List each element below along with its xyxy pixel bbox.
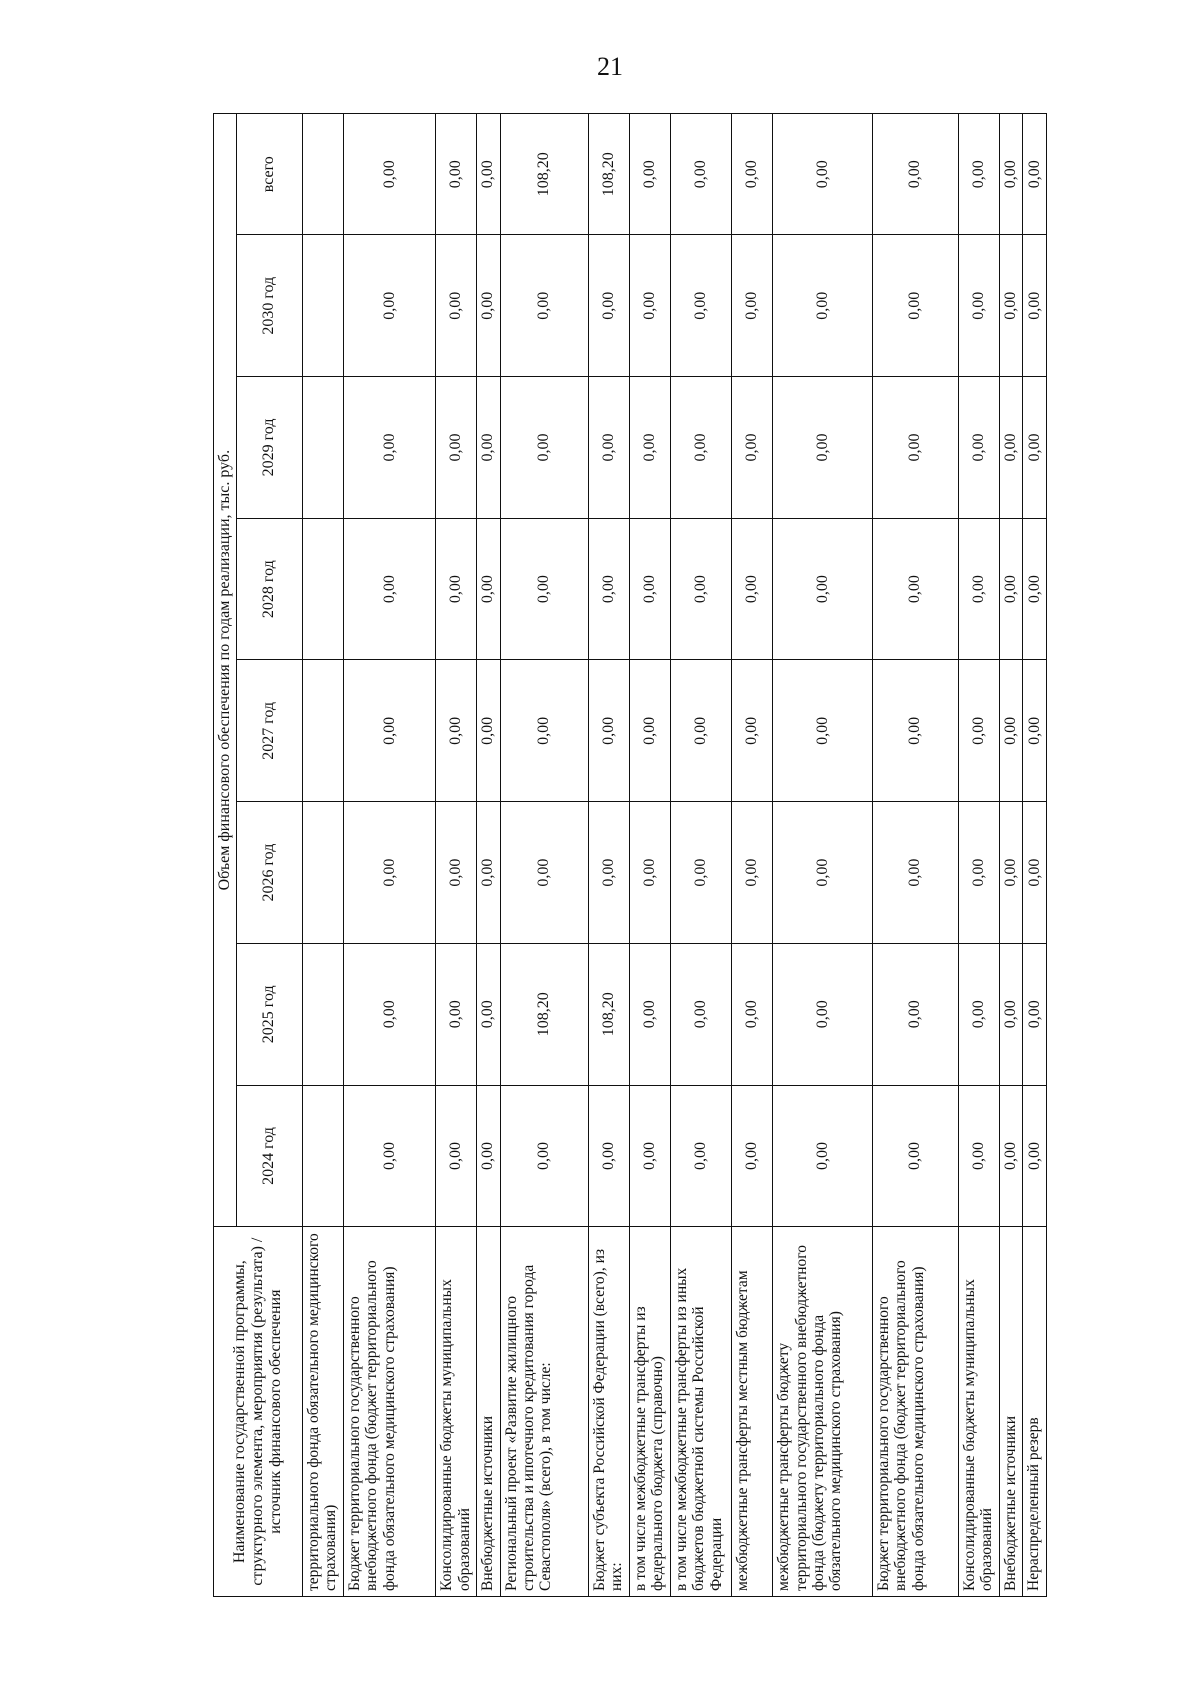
- cell-year-value: 0,00: [1023, 518, 1047, 660]
- cell-year-value: 0,00: [629, 943, 670, 1085]
- cell-year-value: 108,20: [500, 943, 588, 1085]
- cell-year-value: 0,00: [958, 802, 999, 944]
- cell-year-value: 0,00: [958, 660, 999, 802]
- cell-year-value: 0,00: [629, 660, 670, 802]
- cell-year-value: 0,00: [732, 943, 773, 1085]
- row-source-name: территориального фонда обязательного медицинского страхования): [302, 1227, 343, 1597]
- cell-year-value: 0,00: [773, 235, 872, 377]
- row-source-name: Внебюджетные источники: [999, 1227, 1022, 1597]
- cell-year-value: 0,00: [773, 943, 872, 1085]
- row-source-name: Нераспределенный резерв: [1023, 1227, 1047, 1597]
- cell-year-value: 0,00: [588, 1085, 629, 1227]
- cell-year-value: 0,00: [773, 1085, 872, 1227]
- cell-year-value: 0,00: [958, 1085, 999, 1227]
- cell-year-value: 0,00: [1023, 377, 1047, 519]
- financing-table: [213, 113, 1047, 1597]
- cell-year-value: 0,00: [958, 943, 999, 1085]
- row-source-name: межбюджетные трансферты местным бюджетам: [732, 1227, 773, 1597]
- cell-year-value: 0,00: [588, 660, 629, 802]
- cell-year-value: [302, 802, 343, 944]
- cell-year-value: 0,00: [343, 518, 435, 660]
- cell-year-value: [302, 235, 343, 377]
- cell-year-value: 0,00: [477, 802, 500, 944]
- cell-year-value: 0,00: [670, 235, 732, 377]
- cell-year-value: 0,00: [958, 518, 999, 660]
- cell-year-value: [302, 377, 343, 519]
- financing-table-rotated: [213, 113, 1047, 1597]
- cell-year-value: 0,00: [872, 377, 958, 519]
- cell-total: 0,00: [1023, 114, 1047, 235]
- cell-total: 0,00: [436, 114, 477, 235]
- table-row: [500, 114, 588, 1597]
- cell-year-value: 0,00: [343, 943, 435, 1085]
- cell-year-value: 0,00: [958, 235, 999, 377]
- cell-year-value: 0,00: [670, 802, 732, 944]
- cell-year-value: 0,00: [732, 235, 773, 377]
- cell-year-value: 0,00: [343, 377, 435, 519]
- cell-year-value: 0,00: [477, 1085, 500, 1227]
- cell-year-value: 0,00: [670, 377, 732, 519]
- header-year: 2027 год: [236, 660, 302, 802]
- cell-year-value: 0,00: [436, 518, 477, 660]
- cell-year-value: 0,00: [999, 802, 1022, 944]
- cell-total: [302, 114, 343, 235]
- cell-year-value: 0,00: [343, 660, 435, 802]
- cell-year-value: 0,00: [500, 235, 588, 377]
- row-source-name: Бюджет субъекта Российской Федерации (всего), из них:: [588, 1227, 629, 1597]
- cell-total: 0,00: [872, 114, 958, 235]
- cell-year-value: 0,00: [629, 518, 670, 660]
- cell-year-value: 0,00: [872, 802, 958, 944]
- header-year: 2030 год: [236, 235, 302, 377]
- cell-year-value: 0,00: [958, 377, 999, 519]
- cell-year-value: 0,00: [500, 802, 588, 944]
- cell-total: 0,00: [732, 114, 773, 235]
- row-source-name: Консолидированные бюджеты муниципальных образований: [436, 1227, 477, 1597]
- cell-total: 0,00: [343, 114, 435, 235]
- header-name-column: Наименование государственной программы, структурного элемента, мероприятия (результата) / источник финансового обеспечения: [214, 1227, 303, 1597]
- cell-year-value: 0,00: [477, 235, 500, 377]
- cell-total: 0,00: [773, 114, 872, 235]
- cell-year-value: 0,00: [773, 518, 872, 660]
- row-source-name: в том числе межбюджетные трансферты из иных бюджетов бюджетной системы Российской Федерации: [670, 1227, 732, 1597]
- cell-year-value: 0,00: [343, 1085, 435, 1227]
- header-year: 2028 год: [236, 518, 302, 660]
- cell-year-value: 0,00: [999, 660, 1022, 802]
- cell-year-value: 0,00: [477, 377, 500, 519]
- cell-year-value: 0,00: [732, 518, 773, 660]
- cell-year-value: 0,00: [999, 235, 1022, 377]
- row-source-name: межбюджетные трансферты бюджету территориального государственного внебюджетного фонда (бюджету территориального фонда обязательного медицинского страхования): [773, 1227, 872, 1597]
- cell-year-value: 0,00: [999, 377, 1022, 519]
- row-source-name: Бюджет территориального государственного внебюджетного фонда (бюджет территориального фонда обязательного медицинского страхования): [872, 1227, 958, 1597]
- cell-year-value: 0,00: [500, 518, 588, 660]
- row-source-name: Внебюджетные источники: [477, 1227, 500, 1597]
- table-row: [670, 114, 732, 1597]
- table-row: [999, 114, 1022, 1597]
- cell-year-value: 0,00: [436, 1085, 477, 1227]
- table-row: [773, 114, 872, 1597]
- cell-year-value: 0,00: [732, 660, 773, 802]
- cell-year-value: 0,00: [872, 1085, 958, 1227]
- cell-year-value: 0,00: [629, 377, 670, 519]
- cell-year-value: 0,00: [732, 377, 773, 519]
- cell-year-value: 0,00: [436, 235, 477, 377]
- cell-year-value: 0,00: [477, 660, 500, 802]
- cell-year-value: 0,00: [1023, 802, 1047, 944]
- cell-year-value: 0,00: [670, 943, 732, 1085]
- cell-year-value: 0,00: [999, 1085, 1022, 1227]
- cell-year-value: 0,00: [343, 802, 435, 944]
- cell-total: 0,00: [999, 114, 1022, 235]
- table-row: [958, 114, 999, 1597]
- table-row: [1023, 114, 1047, 1597]
- cell-total: 108,20: [500, 114, 588, 235]
- cell-year-value: 0,00: [629, 1085, 670, 1227]
- table-row: [436, 114, 477, 1597]
- cell-year-value: 0,00: [500, 1085, 588, 1227]
- row-source-name: Региональный проект «Развитие жилищного строительства и ипотечного кредитования города Севастополя» (всего), в том числе:: [500, 1227, 588, 1597]
- page-number: 21: [597, 52, 623, 81]
- cell-total: 0,00: [670, 114, 732, 235]
- cell-year-value: [302, 518, 343, 660]
- table-row: [343, 114, 435, 1597]
- cell-year-value: 0,00: [436, 660, 477, 802]
- cell-year-value: 0,00: [477, 518, 500, 660]
- header-year: 2029 год: [236, 377, 302, 519]
- header-year: 2025 год: [236, 943, 302, 1085]
- table-row: [732, 114, 773, 1597]
- cell-year-value: 0,00: [999, 943, 1022, 1085]
- cell-year-value: 0,00: [588, 802, 629, 944]
- cell-year-value: [302, 943, 343, 1085]
- table-row: [477, 114, 500, 1597]
- cell-total: 0,00: [958, 114, 999, 235]
- table-body: [302, 114, 1046, 1597]
- cell-year-value: 0,00: [629, 802, 670, 944]
- cell-year-value: 0,00: [999, 518, 1022, 660]
- cell-total: 0,00: [629, 114, 670, 235]
- cell-year-value: 0,00: [436, 943, 477, 1085]
- header-year: 2026 год: [236, 802, 302, 944]
- cell-year-value: 0,00: [436, 802, 477, 944]
- cell-year-value: 0,00: [1023, 660, 1047, 802]
- cell-year-value: 0,00: [773, 660, 872, 802]
- cell-total: 0,00: [477, 114, 500, 235]
- cell-year-value: 0,00: [872, 660, 958, 802]
- cell-year-value: 0,00: [670, 518, 732, 660]
- cell-year-value: 0,00: [670, 660, 732, 802]
- cell-year-value: 0,00: [1023, 235, 1047, 377]
- cell-year-value: 0,00: [872, 235, 958, 377]
- cell-year-value: [302, 660, 343, 802]
- cell-year-value: 0,00: [436, 377, 477, 519]
- header-volume-caption: Объем финансового обеспечения по годам реализации, тыс. руб.: [214, 114, 237, 1227]
- cell-year-value: 0,00: [500, 660, 588, 802]
- cell-year-value: 0,00: [1023, 1085, 1047, 1227]
- cell-year-value: 0,00: [773, 802, 872, 944]
- header-total: всего: [236, 114, 302, 235]
- table-row: [588, 114, 629, 1597]
- table-row: [302, 114, 343, 1597]
- row-source-name: в том числе межбюджетные трансферты из федерального бюджета (справочно): [629, 1227, 670, 1597]
- cell-year-value: 0,00: [1023, 943, 1047, 1085]
- cell-year-value: 0,00: [629, 235, 670, 377]
- cell-year-value: 0,00: [732, 802, 773, 944]
- cell-total: 108,20: [588, 114, 629, 235]
- cell-year-value: 0,00: [872, 943, 958, 1085]
- row-source-name: Бюджет территориального государственного внебюджетного фонда (бюджет территориального фонда обязательного медицинского страхования): [343, 1227, 435, 1597]
- cell-year-value: 0,00: [500, 377, 588, 519]
- cell-year-value: 108,20: [588, 943, 629, 1085]
- cell-year-value: 0,00: [872, 518, 958, 660]
- row-source-name: Консолидированные бюджеты муниципальных образований: [958, 1227, 999, 1597]
- cell-year-value: 0,00: [588, 377, 629, 519]
- header-year: 2024 год: [236, 1085, 302, 1227]
- cell-year-value: 0,00: [588, 518, 629, 660]
- cell-year-value: 0,00: [343, 235, 435, 377]
- cell-year-value: 0,00: [477, 943, 500, 1085]
- cell-year-value: 0,00: [732, 1085, 773, 1227]
- cell-year-value: [302, 1085, 343, 1227]
- cell-year-value: 0,00: [588, 235, 629, 377]
- cell-year-value: 0,00: [670, 1085, 732, 1227]
- table-row: [872, 114, 958, 1597]
- cell-year-value: 0,00: [773, 377, 872, 519]
- table-row: [629, 114, 670, 1597]
